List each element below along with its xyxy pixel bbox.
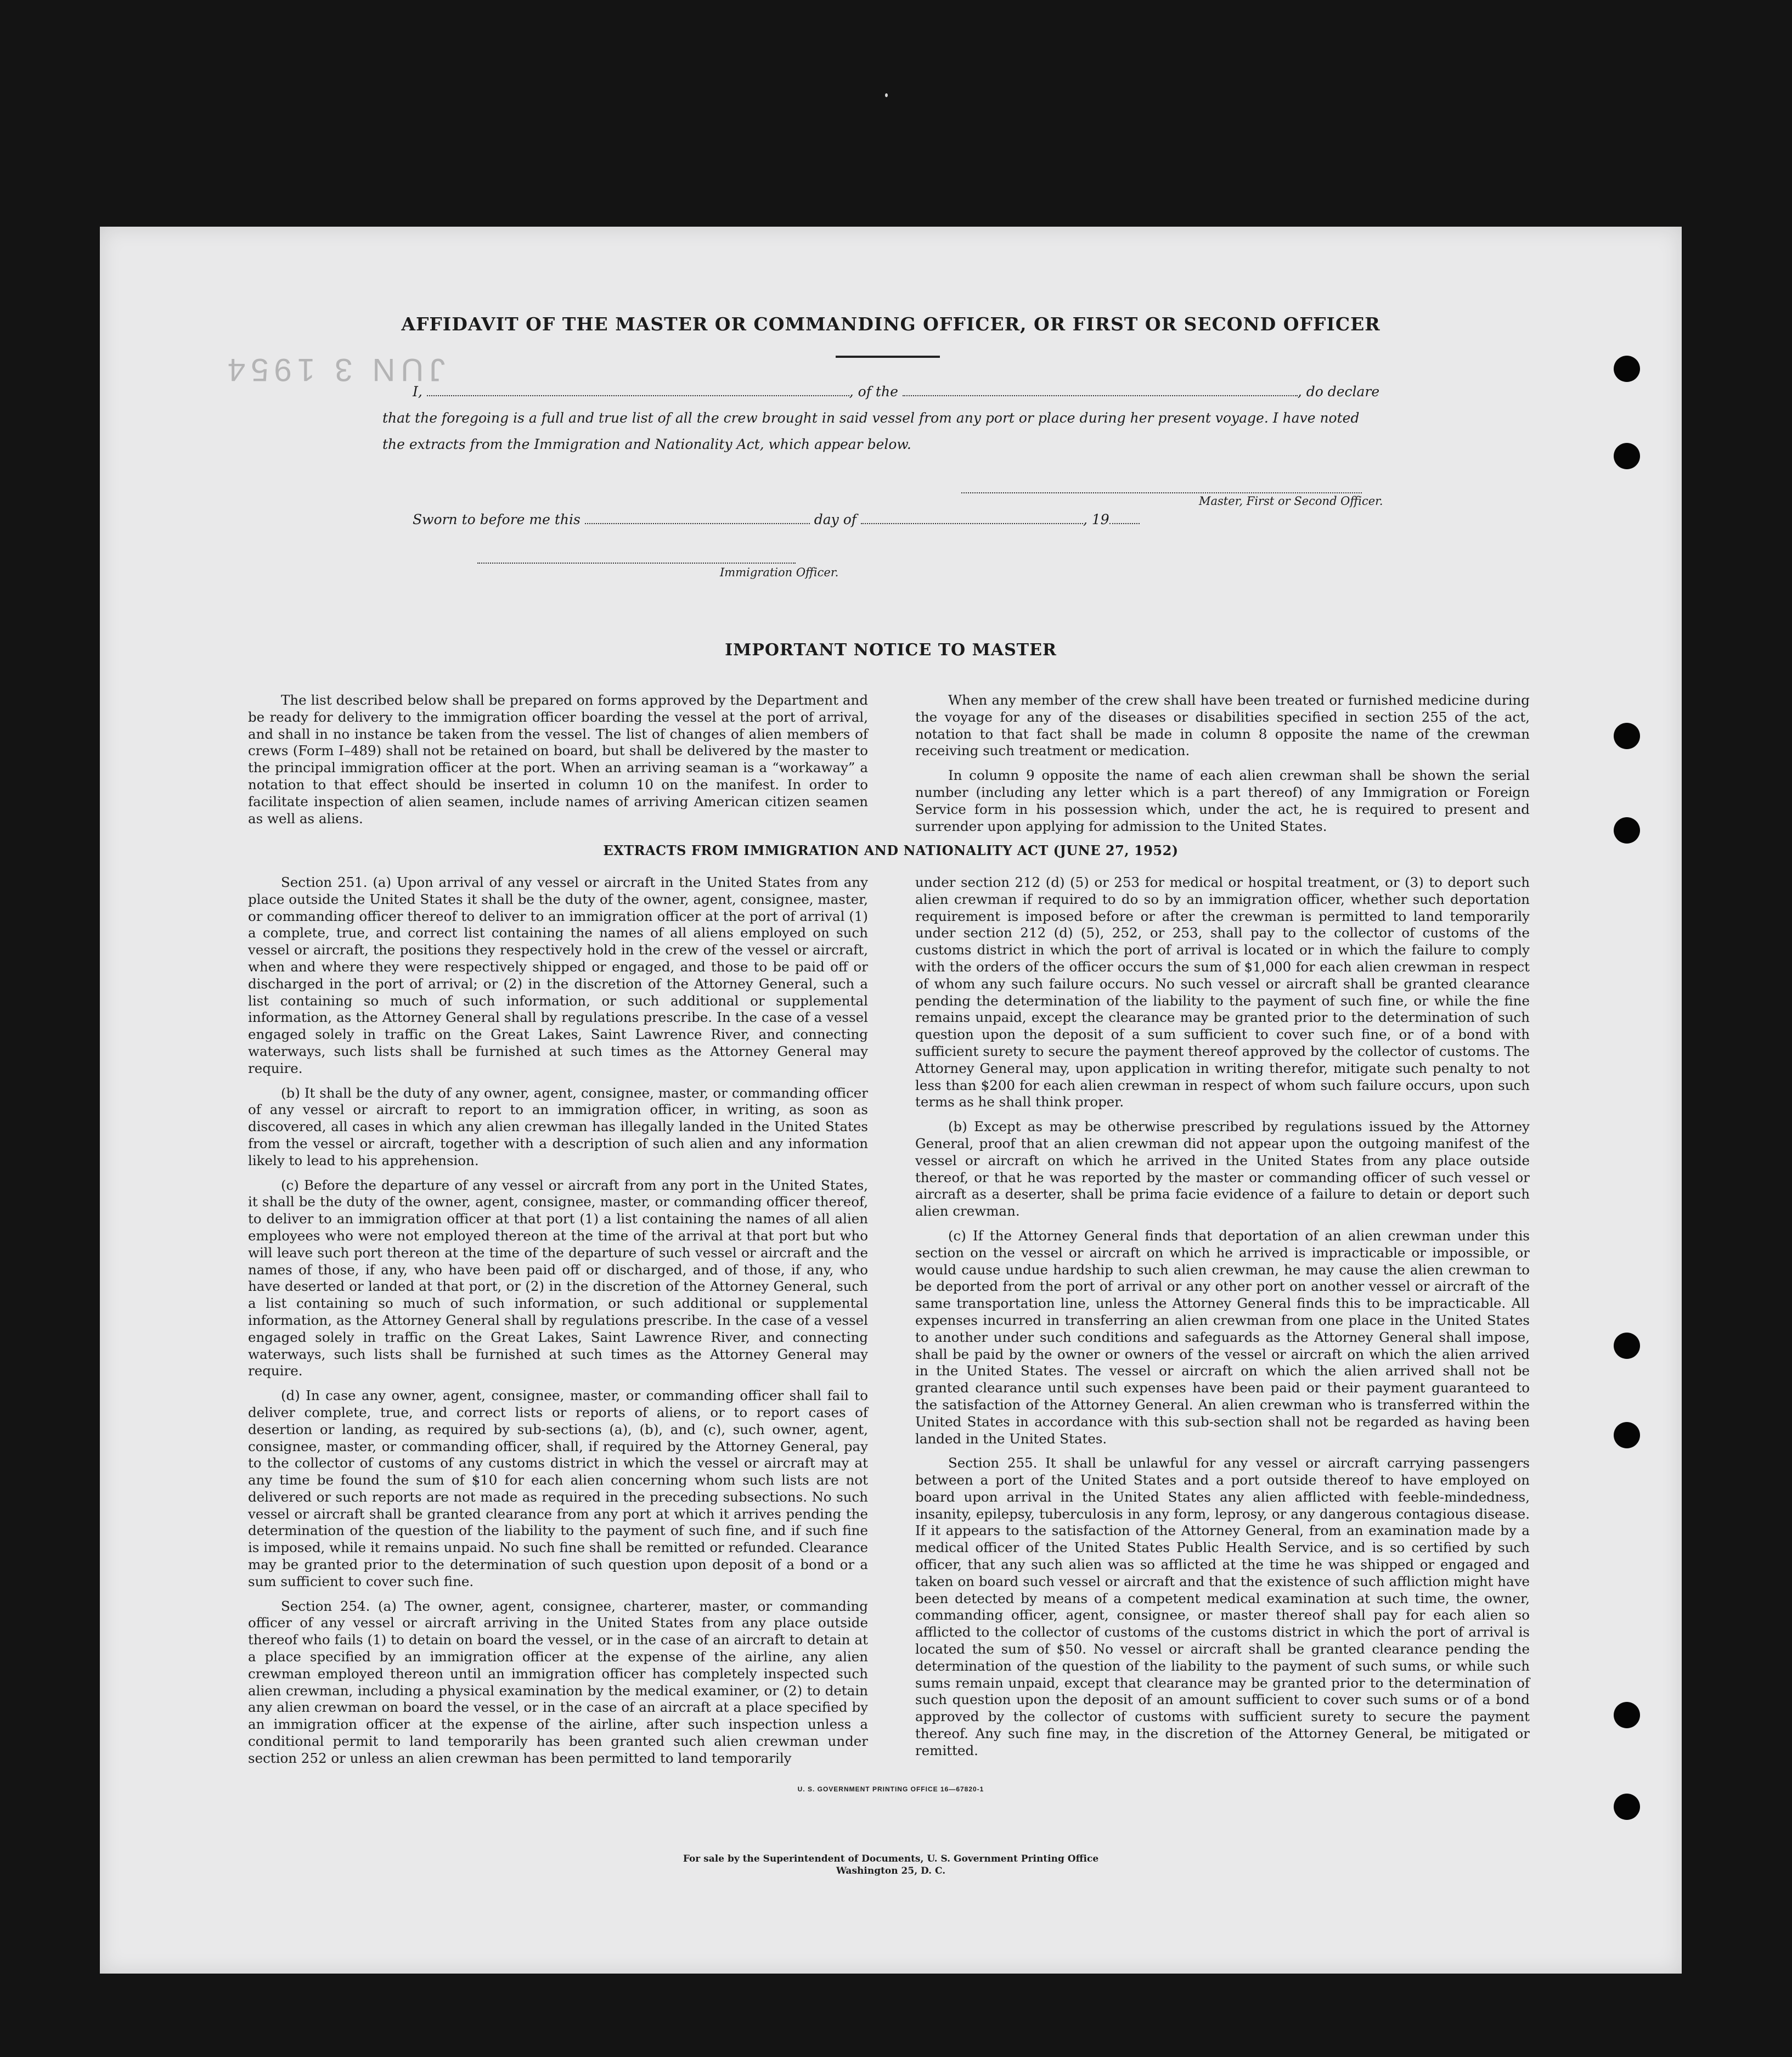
affidavit-page xyxy=(100,227,1682,1974)
extracts-left-column xyxy=(248,874,868,1775)
notice-paragraph: In column 9 opposite the name of each alien crewman shall be shown the serial number (including any letter which is a part thereof) of any Immigration or Foreign Service form in his possession which, under the act, he is required to present and surrender upon applying for admission to the United States. xyxy=(915,767,1530,834)
name-field[interactable] xyxy=(427,383,849,396)
master-signature-line[interactable] xyxy=(961,492,1362,493)
sworn-line xyxy=(413,507,1291,533)
punch-hole xyxy=(1614,723,1640,749)
act-section-paragraph: (c) If the Attorney General finds that deportation of an alien crewman under this section on the vessel or aircraft on which he arrived is impracticable or impossible, or would cause undue hardship to such alien crewman, he may cause the alien crewman to be deported from the port of arrival or any other port on another vessel or aircraft of the same transportation line, unless the Attorney General finds this to be impracticable. All expenses incurred in transferring an alien crewman from one place in the United States to another under such conditions and safeguards as the Attorney General shall impose, shall be paid by the owner or owners of the vessel or aircraft on which the alien arrived in the United States. The vessel or aircraft on which the alien arrived shall not be granted clearance until such expenses have been paid or their payment guaranteed to the satisfaction of the Attorney General. An alien crewman who is transferred within the United States in accordance with this sub-section shall not be regarded as having been landed in the United States. xyxy=(915,1227,1530,1447)
title-rule xyxy=(836,356,940,358)
film-speck xyxy=(885,93,888,97)
punch-hole xyxy=(1614,443,1640,469)
act-section-paragraph: Section 251. (a) Upon arrival of any vessel or aircraft in the United States from any place outside the United States it shall be the duty of the owner, agent, consignee, master, or commanding officer thereof to deliver to an immigration officer at the port of arrival (1) a complete, true, and correct list containing the names of all aliens employed on such vessel or aircraft, the positions they respectively hold in the crew of the vessel or aircraft, when and where they were respectively shipped or engaged, and those to be paid off or discharged in the port of arrival; or (2) in the discretion of the Attorney General, such a list containing so much of such information, or such additional or supplemental information, as the Attorney General shall by regulations prescribe. In the case of a vessel engaged solely in traffic on the Great Lakes, Saint Lawrence River, and connecting waterways, such lists shall be furnished at such times as the Attorney General may require. xyxy=(248,874,868,1076)
act-section-paragraph: (b) It shall be the duty of any owner, agent, consignee, master, or commanding officer of any vessel or aircraft to report to an immigration officer, in writing, as soon as discovered, all cases in which any alien crewman has illegally landed in the United States from the vessel or aircraft, together with a description of such alien and any information likely to lead to his apprehension. xyxy=(248,1084,868,1168)
act-section-paragraph: Section 254. (a) The owner, agent, consignee, charterer, master, or commanding officer of any vessel or aircraft arriving in the United States from any place outside thereof who fails (1) to detain on board the vessel, or in the case of an aircraft to detain at a place specified by an immigration officer at the expense of the airline, any alien crewman employed thereon until an immigration officer has completely inspected such alien crewman, including a physical examination by the medical examiner, or (2) to detain any alien crewman on board the vessel, or in the case of an aircraft at a place specified by an immigration officer at the expense of the airline, after such inspection unless a conditional permit to land temporarily has been granted such alien crewman under section 252 or unless an alien crewman has been permitted to land temporarily xyxy=(248,1598,868,1766)
vessel-field[interactable] xyxy=(903,383,1298,396)
extracts-title: EXTRACTS FROM IMMIGRATION AND NATIONALITY ACT (JUNE 27, 1952) xyxy=(603,842,1179,858)
officer-signature-line[interactable] xyxy=(477,563,796,564)
punch-hole xyxy=(1614,1702,1640,1728)
notice-paragraph: When any member of the crew shall have been treated or furnished medicine during the voyage for any of the diseases or disabilities specified in section 255 of the act, notation to that fact shall be made in column 8 opposite the name of the crewman receiving such treatment or medication. xyxy=(915,692,1530,759)
receipt-stamp: JUN 3 1954 xyxy=(222,352,446,387)
punch-hole xyxy=(1614,1794,1640,1820)
notice-paragraph: The list described below shall be prepared on forms approved by the Department and be ready for delivery to the immigration officer boarding the vessel at the port of arrival, and shall in no instance be taken from the vessel. The list of changes of alien members of crews (Form I–489) shall not be retained on board, but shall be delivered by the master to the principal immigration officer at the port. When an arriving seaman is a “workaway” a notation to that effect should be inserted in column 10 on the manifest. In order to facilitate inspection of alien seamen, include names of arriving American citizen seamen as well as aliens. xyxy=(248,692,868,827)
sworn-year-field[interactable] xyxy=(1109,511,1140,524)
for-sale-line-2: Washington 25, D. C. xyxy=(836,1865,946,1876)
printing-office-imprint: U. S. GOVERNMENT PRINTING OFFICE 16—67820-1 xyxy=(797,1785,984,1793)
sworn-label: Sworn to before me this xyxy=(413,512,581,527)
day-of-label: day of xyxy=(814,512,857,527)
notice-title: IMPORTANT NOTICE TO MASTER xyxy=(725,640,1057,660)
declaration-line-1 xyxy=(413,379,1428,405)
declaration-line-3: the extracts from the Immigration and Nationality Act, which appear below. xyxy=(382,436,911,452)
act-section-paragraph: (c) Before the departure of any vessel or aircraft from any port in the United States, it shall be the duty of the owner, agent, consignee, master, or commanding officer thereof, to deliver to an immigration officer at that port (1) a list containing the names of all alien employees who were not employed thereon at the time of the arrival at that port but who will leave such port thereon at the time of the departure of such vessel or aircraft and the names of those, if any, who have been paid off or discharged, and of those, if any, who have deserted or landed at that port, or (2) in the discretion of the Attorney General, such a list containing so much of such information, or such additional or supplemental information, as the Attorney General shall by regulations prescribe. In the case of a vessel engaged solely in traffic on the Great Lakes, Saint Lawrence River, and connecting waterways, such lists shall be furnished at such times as the Attorney General may require. xyxy=(248,1177,868,1379)
do-declare-label: , do declare xyxy=(1297,384,1380,400)
officer-signature-label: Immigration Officer. xyxy=(720,566,839,579)
extracts-right-column xyxy=(915,874,1530,1767)
punch-hole xyxy=(1614,356,1640,382)
declaration-line-2: that the foregoing is a full and true list of all the crew brought in said vessel from any port or place during her present voyage. I have noted xyxy=(382,410,1360,426)
i-label: I, xyxy=(413,384,422,400)
act-section-paragraph: Section 255. It shall be unlawful for any vessel or aircraft carrying passengers between a port of the United States and a port outside thereof to have employed on board upon arrival in the United States any alien afflicted with feeble-mindedness, insanity, epilepsy, tuberculosis in any form, leprosy, or any dangerous contagious disease. If it appears to the satisfaction of the Attorney General, from an examination made by a medical officer of the United States Public Health Service, and is so certified by such officer, that any such alien was so afflicted at the time he was shipped or engaged and taken on board such vessel or aircraft and that the existence of such affliction might have been detected by means of a competent medical examination at such time, the owner, commanding officer, agent, consignee, or master thereof shall pay for each alien so afflicted to the collector of customs of the customs district in which the port of arrival is located the sum of $50. No vessel or aircraft shall be granted clearance pending the determination of the question of the liability to the payment of such sums, or while such sums remain unpaid, except that clearance may be granted prior to the determination of such question upon the deposit of an amount sufficient to cover such sums or of a bond approved by the collector of customs with sufficient surety to secure the payment thereof. Any such fine may, in the discretion of the Attorney General, be mitigated or remitted. xyxy=(915,1455,1530,1758)
punch-hole xyxy=(1614,817,1640,844)
act-section-paragraph: (d) In case any owner, agent, consignee, master, or commanding officer shall fail to deliver complete, true, and correct lists or reports of aliens, or to report cases of desertion or landing, as required by sub-sections (a), (b), and (c), such owner, agent, consignee, master, or commanding officer, shall, if required by the Attorney General, pay to the collector of customs of any customs district in which the vessel or aircraft may at any time be found the sum of $10 for each alien concerning whom such lists are not delivered or such reports are not made as required in the preceding subsections. No such vessel or aircraft shall be granted clearance from any port at which it arrives pending the determination of the question of the liability to the payment of such fine, and if such fine is imposed, while it remains unpaid. No such fine shall be remitted or refunded. Clearance may be granted prior to the determination of such question upon deposit of a bond or a sum sufficient to cover such fine. xyxy=(248,1387,868,1589)
act-section-paragraph: under section 212 (d) (5) or 253 for medical or hospital treatment, or (3) to deport such alien crewman if required to do so by an immigration officer, whether such deportation requirement is imposed before or after the crewman is permitted to land temporarily under section 212 (d) (5), 252, or 253, shall pay to the collector of customs of the customs district in which the port of arrival is located or in which the failure to comply with the orders of the officer occurs the sum of $1,000 for each alien crewman in respect of whom any such failure occurs. No such vessel or aircraft shall be granted clearance pending the determination of the liability to the payment of such fine, or while the fine remains unpaid, except the clearance may be granted prior to the determination of such question upon the deposit of a sum sufficient to cover such fine, or of a bond with sufficient surety to secure the payment thereof approved by the collector of customs. The Attorney General may, upon application in writing therefor, mitigate such penalty to not less than $200 for each alien crewman in respect of whom such failure occurs, upon such terms as he shall think proper. xyxy=(915,874,1530,1110)
of-the-label: , of the xyxy=(849,384,898,400)
affidavit-title: AFFIDAVIT OF THE MASTER OR COMMANDING OFFICER, OR FIRST OR SECOND OFFICER xyxy=(401,313,1380,335)
punch-hole xyxy=(1614,1422,1640,1448)
for-sale-line-1: For sale by the Superintendent of Documents, U. S. Government Printing Office xyxy=(683,1853,1099,1864)
sworn-day-field[interactable] xyxy=(585,511,810,524)
master-signature-label: Master, First or Second Officer. xyxy=(1199,494,1383,508)
act-section-paragraph: (b) Except as may be otherwise prescribed by regulations issued by the Attorney General, proof that an alien crewman did not appear upon the outgoing manifest of the vessel or aircraft on which he arrived in the United States from any place outside thereof, or that he was reported by the master or commanding officer of such vessel or aircraft as a deserter, shall be prima facie evidence of a failure to detain or deport such alien crewman. xyxy=(915,1119,1530,1219)
year-label: , 19 xyxy=(1083,512,1109,527)
punch-hole xyxy=(1614,1333,1640,1359)
sworn-month-field[interactable] xyxy=(861,511,1083,524)
notice-right-column xyxy=(915,692,1530,842)
notice-left-column xyxy=(248,692,868,835)
for-sale-notice xyxy=(100,1853,1682,1877)
